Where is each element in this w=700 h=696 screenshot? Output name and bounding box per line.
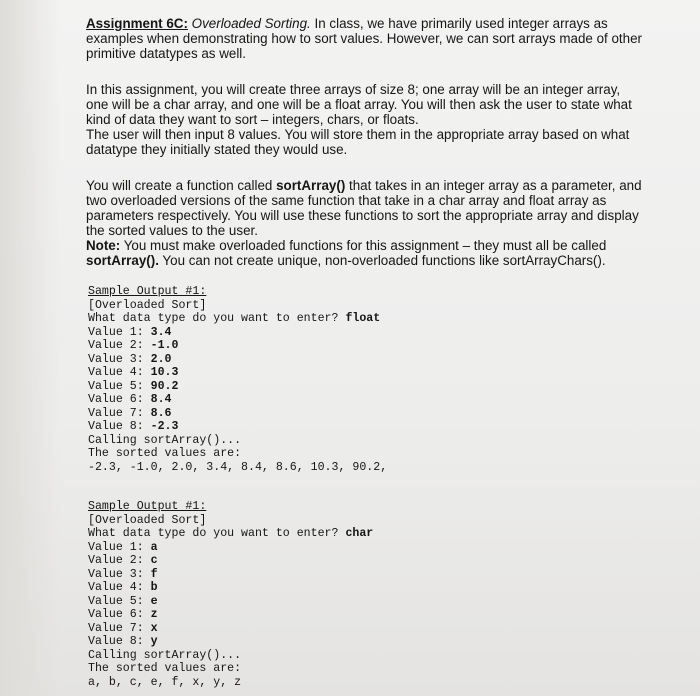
sample-answer: float	[345, 312, 381, 325]
value-label: Value 1:	[88, 325, 144, 339]
value-input: x	[150, 621, 158, 635]
value-input: 8.4	[150, 393, 172, 406]
value-line	[88, 541, 646, 555]
value-label: Value 4:	[88, 581, 144, 594]
intro-paragraph	[86, 16, 646, 61]
value-label: Value 8:	[88, 420, 144, 433]
value-label: Value 4:	[88, 366, 144, 379]
sample-sorted-label: The sorted values are:	[88, 662, 242, 675]
function-name: sortArray()	[276, 178, 346, 193]
note-end-text: You can not create unique, non-overloaded functions like sortArrayChars().	[162, 253, 606, 268]
sample-header: [Overloaded Sort]	[88, 298, 207, 312]
sample-prompt: What data type do you want to enter?	[88, 312, 339, 325]
sample-heading: Sample Output #1:	[88, 285, 207, 298]
assignment-content	[86, 16, 646, 689]
value-line	[88, 608, 646, 622]
value-label: Value 5:	[88, 594, 144, 608]
value-line	[88, 407, 646, 421]
function-paragraph	[86, 178, 646, 268]
value-label: Value 3:	[88, 567, 144, 581]
value-label: Value 1:	[88, 540, 144, 554]
instructions-text-1: In this assignment, you will create three arrays of size 8; one array will be an integer array, one will be a char array, and one will be a float array. You will then ask the user to state what kind of data they want to sort – integers, chars, or floats.	[86, 82, 632, 127]
value-line	[88, 326, 646, 340]
sample-sorted-label: The sorted values are:	[88, 447, 242, 460]
value-label: Value 7:	[88, 406, 144, 420]
value-line	[88, 339, 646, 353]
note-function-name: sortArray().	[86, 253, 159, 268]
value-input: 10.3	[150, 366, 179, 379]
function-text-pre: You will create a function called	[86, 178, 273, 193]
value-input: z	[150, 608, 158, 621]
value-input: a	[150, 540, 158, 554]
assignment-title: Assignment 6C:	[86, 16, 188, 31]
value-input: y	[150, 635, 158, 648]
sample-header: [Overloaded Sort]	[88, 513, 207, 527]
intro-text: In class, we have primarily used integer arrays as examples when demonstrating how to sort values. However, we can sort arrays made of other primitive datatypes as well.	[86, 16, 642, 61]
value-label: Value 6:	[88, 393, 144, 406]
value-input: -1.0	[150, 339, 179, 352]
value-input: 90.2	[150, 379, 179, 393]
function-text-mid: that takes in an integer array as a parameter, and two overloaded versions of the same function that take in a char array and float array as parameters respectively. You will use these functions to sort the appropriate array and display the sorted values to the user.	[86, 178, 642, 238]
value-input: 3.4	[150, 325, 172, 339]
value-label: Value 7:	[88, 621, 144, 635]
value-input: f	[150, 567, 158, 581]
value-input: -2.3	[150, 420, 179, 433]
assignment-subtitle: Overloaded Sorting.	[191, 16, 311, 31]
value-input: 8.6	[150, 406, 172, 420]
sample-answer: char	[345, 527, 374, 540]
sample-calling: Calling sortArray()...	[88, 648, 242, 662]
sample-sorted-values: -2.3, -1.0, 2.0, 3.4, 8.4, 8.6, 10.3, 90.2,	[88, 460, 388, 474]
sample-output-1	[86, 285, 646, 474]
value-line	[88, 393, 646, 407]
value-line	[88, 420, 646, 434]
page-shadow	[0, 0, 60, 696]
value-line	[88, 581, 646, 595]
value-input: b	[150, 581, 158, 594]
sample-calling: Calling sortArray()...	[88, 433, 242, 447]
value-input: e	[150, 594, 158, 608]
sample-output-2	[86, 500, 646, 689]
value-line	[88, 595, 646, 609]
value-line	[88, 622, 646, 636]
value-label: Value 6:	[88, 608, 144, 621]
value-line	[88, 366, 646, 380]
value-line	[88, 380, 646, 394]
instructions-paragraph	[86, 82, 646, 157]
value-label: Value 5:	[88, 379, 144, 393]
value-label: Value 3:	[88, 352, 144, 366]
instructions-text-2: The user will then input 8 values. You will store them in the appropriate array based on what datatype they initially stated they would use.	[86, 127, 630, 157]
sample-prompt-line	[88, 527, 646, 541]
value-line	[88, 635, 646, 649]
value-line	[88, 568, 646, 582]
value-label: Value 2:	[88, 554, 144, 567]
sample-prompt: What data type do you want to enter?	[88, 527, 339, 540]
note-label: Note:	[86, 238, 121, 253]
sample-heading: Sample Output #1:	[88, 500, 207, 513]
value-label: Value 8:	[88, 635, 144, 648]
value-line	[88, 554, 646, 568]
note-text: You must make overloaded functions for this assignment – they must all be called	[123, 238, 607, 253]
value-input: c	[150, 554, 158, 567]
value-input: 2.0	[150, 352, 172, 366]
value-line	[88, 353, 646, 367]
value-label: Value 2:	[88, 339, 144, 352]
sample-sorted-values: a, b, c, e, f, x, y, z	[88, 675, 242, 689]
sample-prompt-line	[88, 312, 646, 326]
